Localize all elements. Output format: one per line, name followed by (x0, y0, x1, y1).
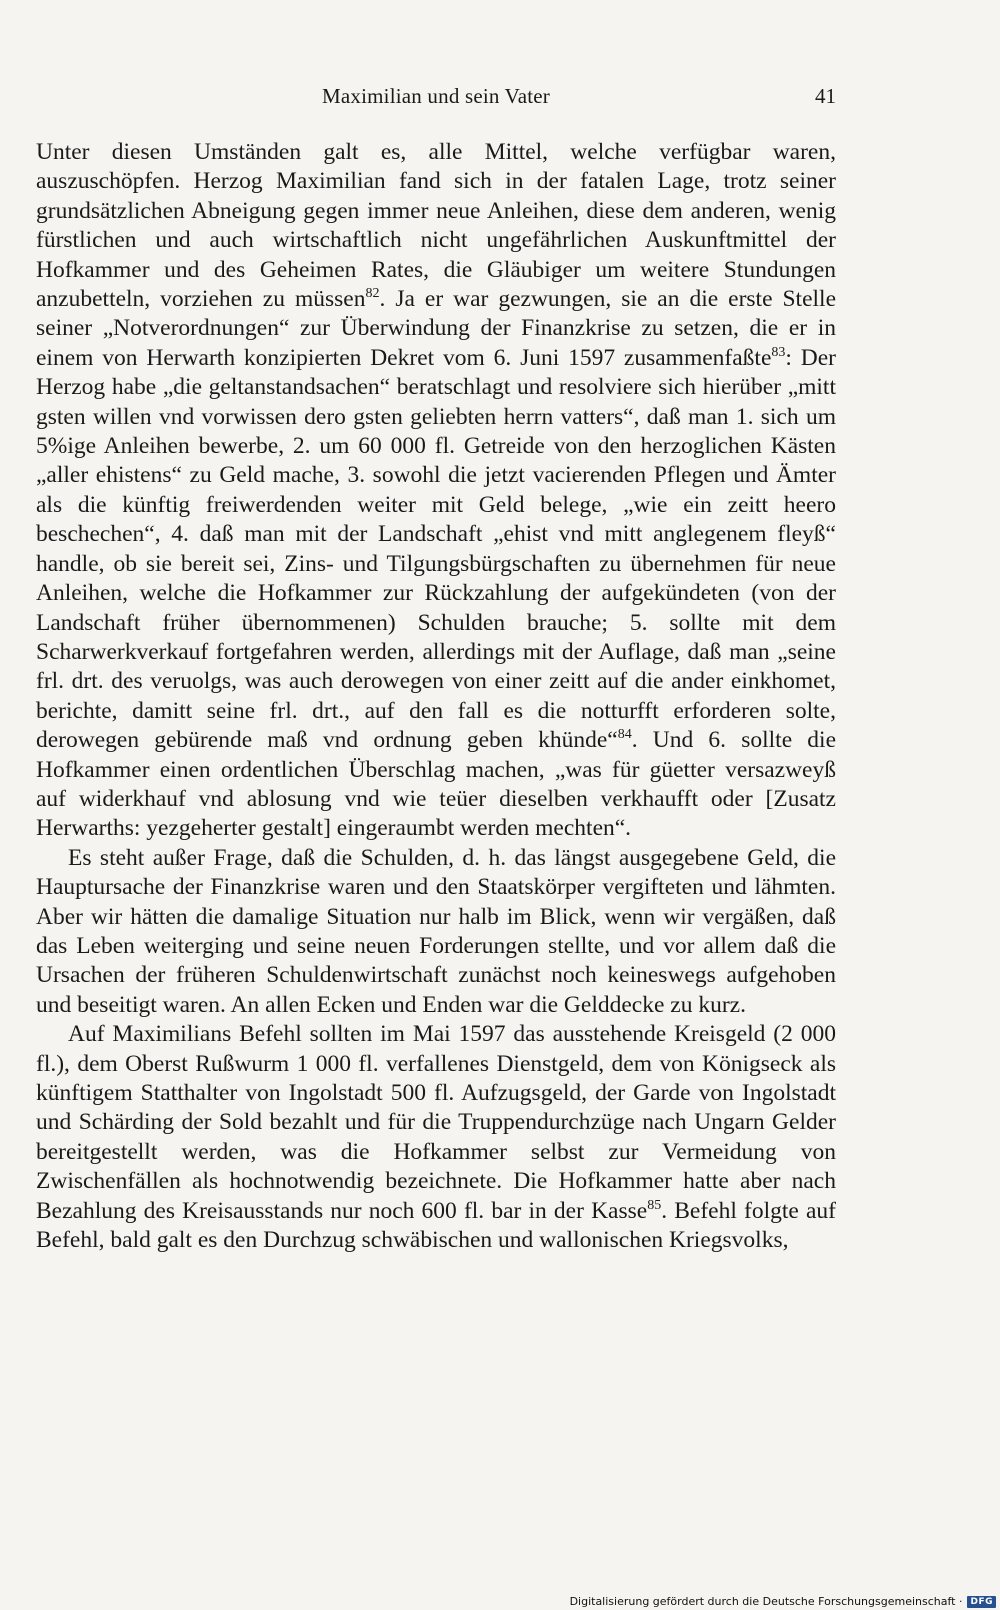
digitization-footer (570, 1595, 996, 1608)
footnote-ref-85: 85 (647, 1197, 662, 1213)
paragraph-1 (36, 138, 836, 844)
paragraph-3 (36, 1020, 836, 1255)
paragraph-text: . Ja er war gezwungen, sie an die erste Stelle seiner „Notverordnungen“ zur Überwindung der Finanzkrise zu setzen, die er in einem von Herwarth konzipierten Dekret vom 6. Juni 1597 zusammenfaßte (36, 286, 836, 371)
footnote-ref-82: 82 (365, 286, 380, 302)
digitization-note: Digitalisierung gefördert durch die Deutsche Forschungsgemeinschaft · (569, 1595, 963, 1608)
paragraph-text: Es steht außer Frage, daß die Schulden, d. h. das längst ausgegebene Geld, die Hauptursache der Finanzkrise waren und den Staatskörper vergifteten und lähmten. Aber wir hätten die damalige Situation nur halb im Blick, wenn wir vergäßen, daß das Leben weiterging und seine neuen Forderungen stellte, und vor allem daß die Ursachen der früheren Schuldenwirtschaft zunächst noch keineswegs aufgehoben und beseitigt waren. An allen Ecken und Enden war die Gelddecke zu kurz. (36, 844, 836, 1018)
paragraph-text: Unter diesen Umständen galt es, alle Mittel, welche verfügbar waren, auszuschöpfen. Herzog Maximilian fand sich in der fatalen Lage, trotz seiner grundsätzlichen Abneigung gegen immer neue Anleihen, diese dem anderen, wenig fürstlichen und auch wirtschaftlich nicht ungefährlichen Auskunftmittel der Hofkammer und des Geheimen Rates, die Gläubiger um weitere Stundungen anzubetteln, vorziehen zu müssen (36, 139, 836, 313)
paragraph-2 (36, 844, 836, 1020)
footnote-ref-84: 84 (617, 727, 632, 743)
paragraph-text: . Und 6. sollte die Hofkammer einen ordentlichen Überschlag machen, „was für güetter versazweyß auf widerkhauf vnd ablosung vnd wie teüer dieselben verkhaufft oder [Zusatz Herwarths: yezgeherter gestalt] eingeraumbt werden mechten“. (36, 727, 837, 842)
paragraph-text: . Befehl folgte auf Befehl, bald galt es den Durchzug schwäbischen und wallonischen Kriegsvolks, (36, 1197, 836, 1254)
paragraph-text: : Der Herzog habe „die geltanstandsachen“ beratschlagt und resolviere sich hierüber „mitt gsten willen vnd vorwissen dero gsten geliebten herrn vatters“, daß man 1. sich um 5%ige Anleihen bewerbe, 2. um 60 000 fl. Getreide von den herzoglichen Kästen „aller ehistens“ zu Geld mache, 3. sowohl die jetzt vacierenden Pflegen und Ämter als die künftig freiwerdenden weiter mit Geld belege, „wie ein zeitt heero beschechen“, 4. daß man mit der Landschaft „ehist vnd mitt anglegenem fleyß“ handle, ob sie bereit sei, Zins- und Tilgungsbürgschaften zu übernehmen für neue Anleihen, welche die Hofkammer zur Rückzahlung der aufgekündeten (von der Landschaft früher übernommenen) Schulden brauche; 5. sollte mit dem Scharwerkverkauf fortgefahren werden, allerdings mit der Auflage, daß man „seine frl. drt. des veruolgs, was auch derowegen von einer zeitt auf die ander einkhomet, berichte, damitt seine frl. drt., auf den fall es die notturfft erforderen solte, derowegen gebürende maß vnd ordnung geben khünde“ (36, 344, 836, 754)
dfg-logo-icon: DFG (967, 1596, 996, 1608)
page-number: 41 (815, 84, 836, 108)
running-head: Maximilian und sein Vater (322, 84, 550, 108)
footnote-ref-83: 83 (771, 345, 786, 361)
body-text (36, 138, 836, 1255)
paragraph-text: Auf Maximilians Befehl sollten im Mai 1597 das ausstehende Kreisgeld (2 000 fl.), dem Oberst Rußwurm 1 000 fl. verfallenes Dienstgeld, dem von Königseck als künftigem Statthalter von Ingolstadt 500 fl. Aufzugsgeld, der Garde von Ingolstadt und Schärding der Sold bezahlt und für die Truppendurchzüge nach Ungarn Gelder bereitgestellt werden, was die Hofkammer selbst zur Vermeidung von Zwischenfällen als hochnotwendig bezeichnete. Die Hofkammer hatte aber nach Bezahlung des Kreisausstands nur noch 600 fl. bar in der Kasse (36, 1021, 836, 1224)
page-header (36, 84, 836, 114)
